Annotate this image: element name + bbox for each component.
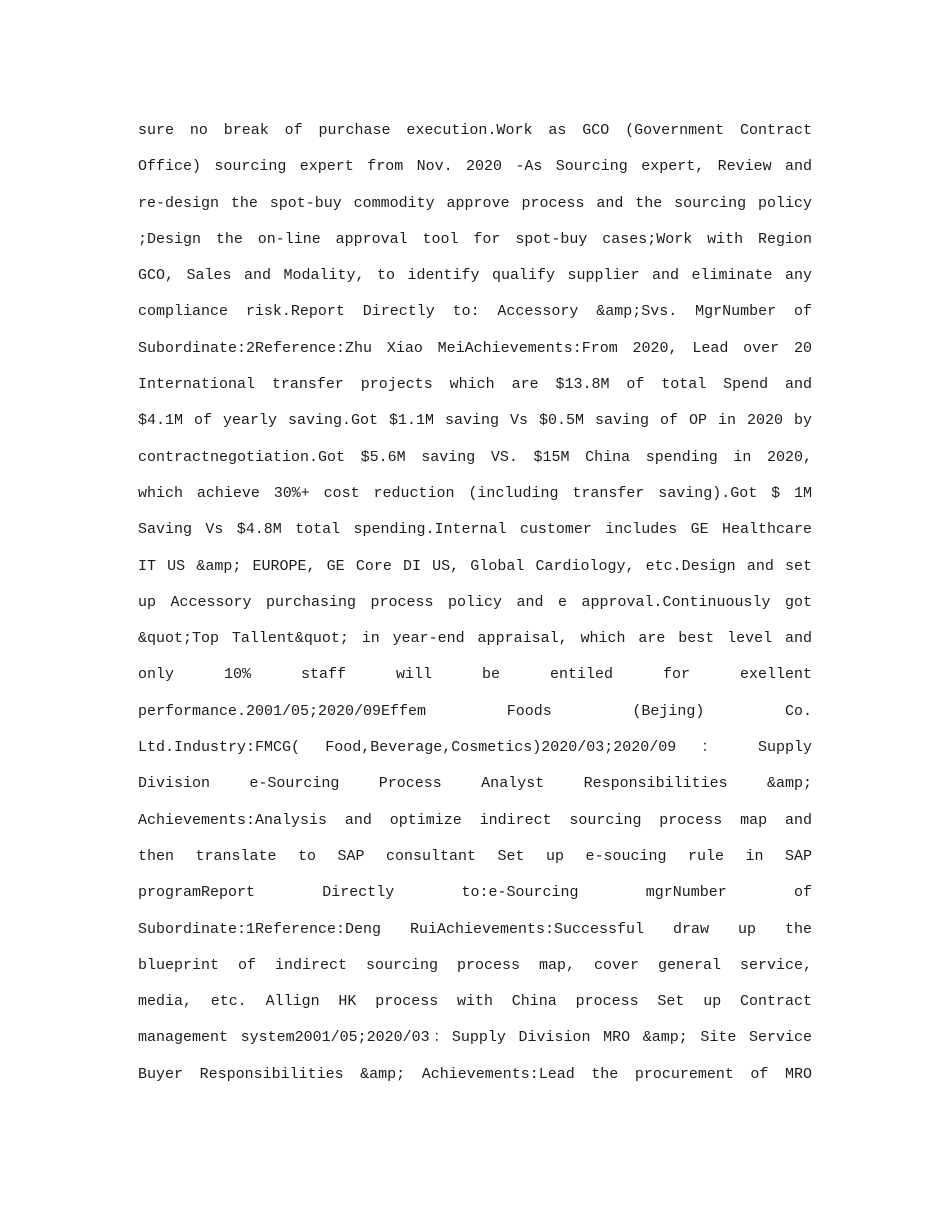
- text-line: Subordinate:2Reference:Zhu Xiao MeiAchievements:From 2020, Lead over 20: [138, 339, 812, 357]
- text-line: &quot;Top Tallent&quot; in year-end appraisal, which are best level and: [138, 630, 812, 648]
- text-line: ;Design the on-line approval tool for spot-buy cases;Work with Region: [138, 230, 812, 248]
- text-line: Division e-Sourcing Process Analyst Responsibilities &amp;: [138, 775, 812, 793]
- text-line: Office) sourcing expert from Nov. 2020 -As Sourcing expert, Review and: [138, 158, 812, 176]
- text-line: $4.1M of yearly saving.Got $1.1M saving Vs $0.5M saving of OP in 2020 by: [138, 412, 812, 430]
- text-line: only 10% staff will be entiled for exellent: [138, 666, 812, 684]
- text-line: re-design the spot-buy commodity approve process and the sourcing policy: [138, 194, 812, 212]
- text-line: media, etc. Allign HK process with China process Set up Contract: [138, 993, 812, 1011]
- document-body: [138, 113, 812, 1093]
- text-line: International transfer projects which are $13.8M of total Spend and: [138, 376, 812, 394]
- text-line: management system2001/05;2020/03：Supply Division MRO &amp; Site Service: [138, 1029, 812, 1047]
- text-line: Ltd.Industry:FMCG( Food,Beverage,Cosmetics)2020/03;2020/09 ： Supply: [138, 739, 812, 757]
- text-line: which achieve 30%+ cost reduction (including transfer saving).Got $ 1M: [138, 484, 812, 502]
- text-line: sure no break of purchase execution.Work as GCO (Government Contract: [138, 122, 812, 139]
- text-line: IT US &amp; EUROPE, GE Core DI US, Global Cardiology, etc.Design and set: [138, 557, 812, 575]
- text-line: Buyer Responsibilities &amp; Achievements:Lead the procurement of MRO: [138, 1065, 812, 1083]
- text-line: compliance risk.Report Directly to: Accessory &amp;Svs. MgrNumber of: [138, 303, 812, 321]
- text-line: contractnegotiation.Got $5.6M saving VS. $15M China spending in 2020,: [138, 448, 812, 466]
- text-line: up Accessory purchasing process policy and e approval.Continuously got: [138, 593, 812, 611]
- text-line: Achievements:Analysis and optimize indirect sourcing process map and: [138, 811, 812, 829]
- text-line: programReport Directly to:e-Sourcing mgrNumber of: [138, 884, 812, 902]
- text-line: performance.2001/05;2020/09Effem Foods (Bejing) Co.: [138, 702, 812, 720]
- text-line: Subordinate:1Reference:Deng RuiAchievements:Successful draw up the: [138, 920, 812, 938]
- text-line: Saving Vs $4.8M total spending.Internal customer includes GE Healthcare: [138, 521, 812, 539]
- text-line: GCO, Sales and Modality, to identify qualify supplier and eliminate any: [138, 267, 812, 285]
- text-line: then translate to SAP consultant Set up e-soucing rule in SAP: [138, 847, 812, 865]
- text-line: blueprint of indirect sourcing process map, cover general service,: [138, 956, 812, 974]
